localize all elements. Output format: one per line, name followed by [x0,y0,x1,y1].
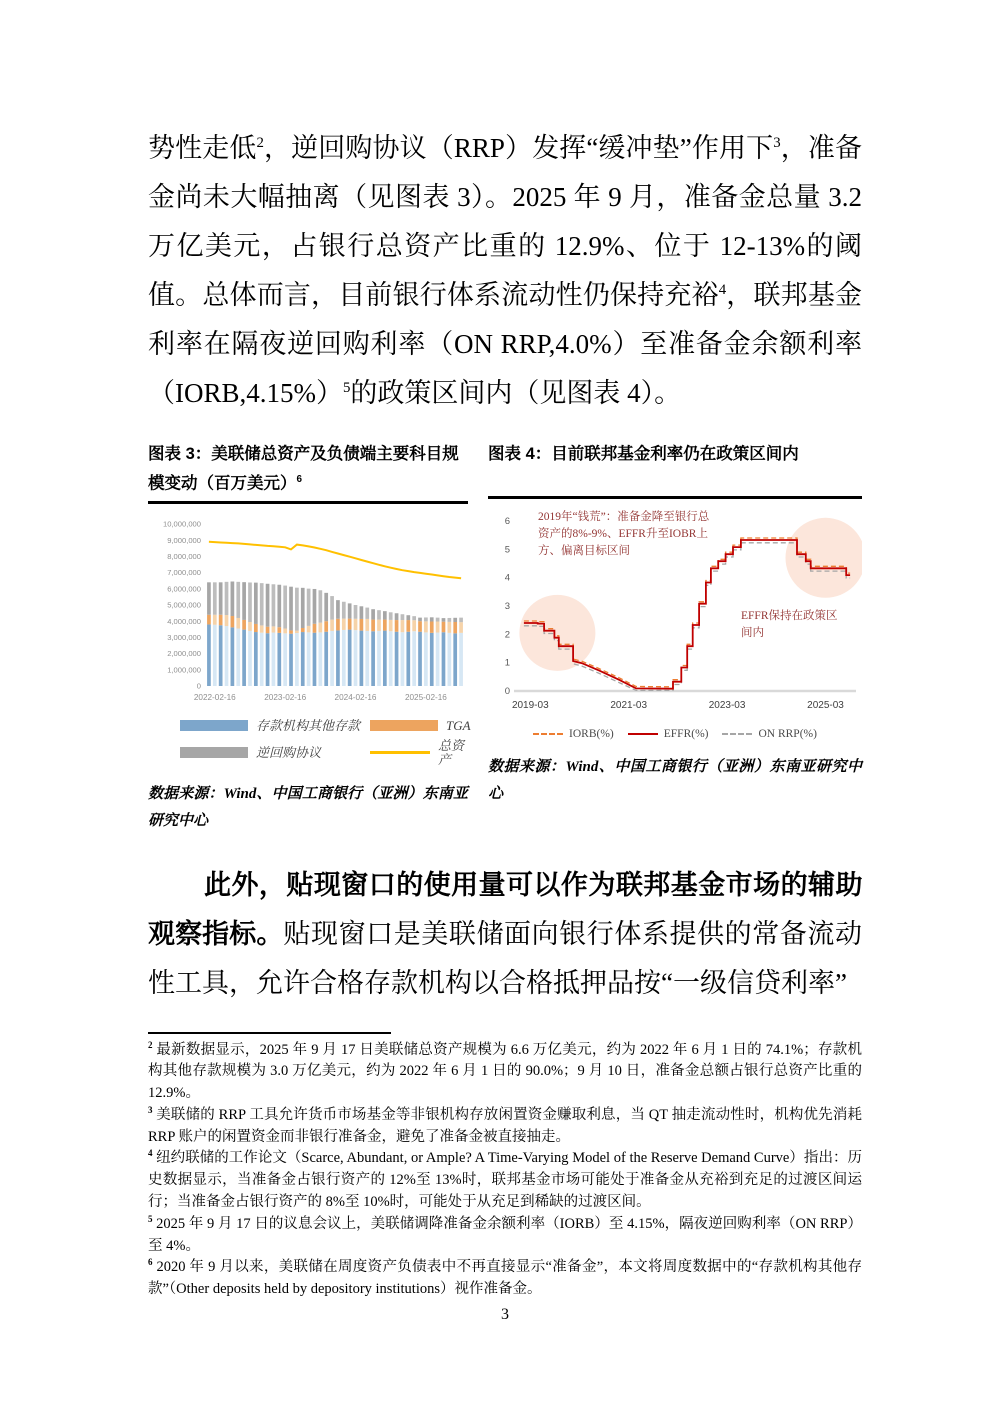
figures-row [148,442,862,835]
footnote-ref-3: 3 [773,135,781,151]
svg-text:1: 1 [504,657,510,669]
legend-item-iorb [533,728,614,740]
svg-text:10,000,000: 10,000,000 [162,519,201,529]
legend-item-onrrp [722,728,816,740]
page-number: 3 [501,1306,509,1324]
svg-text:2,000,000: 2,000,000 [167,648,201,658]
legend-item-rrp [180,739,370,767]
footnote-4-text: 纽约联储的工作论文（Scarce, Abundant, or Ample? A Time-Varying Model of the Reserve Demand Curve）指出：历史数据显示，当准备金占银行资产的 12%至 13%时，联邦基金市场可能处于准备金从充裕到充足的过渡区间运行；当准备金占银行资产的 8%至 10%时，可能处于从充足到稀缺的过渡区间。 [148,1150,863,1211]
paragraph-1 [148,124,862,418]
svg-text:2023-02-16: 2023-02-16 [264,692,307,702]
footnote-ref-6: 6 [296,474,302,485]
svg-text:3,000,000: 3,000,000 [167,632,201,642]
figure-4 [488,442,862,835]
onrrp-line-marker [722,733,752,735]
figure-3-legend [148,717,471,767]
figure-4-legend [488,728,862,740]
paragraph-2-bold: 此外，贴现窗口的使用量可以作为联邦基金市场的辅助观察指标。 [148,869,862,949]
legend-label: EFFR(%) [663,728,709,740]
effr-line-marker [628,733,658,735]
svg-text:5,000,000: 5,000,000 [167,600,201,610]
figure-4-source: 数据来源：Wind、中国工商银行（亚洲）东南亚研究中心 [488,759,862,802]
paragraph-1-text: ，联邦基金利率在隔夜逆回购利率（ON RRP,4.0%）至准备金余额利率（IORB,4.15%） [148,280,863,408]
paragraph-1-text: 势性走低 [148,133,257,163]
figure-3 [148,442,471,835]
svg-text:2022-02-16: 2022-02-16 [193,692,236,702]
footnote-separator [148,1032,391,1034]
figure-4-caption [488,442,862,499]
svg-text:2024-02-16: 2024-02-16 [334,692,377,702]
figure-4-annotation-2019: 2019年“钱荒”：准备金降至银行总资产的8%-9%、EFFR升至IOBR上方、偏离目标区间 [538,511,710,557]
svg-text:3: 3 [504,601,510,612]
rrp-swatch [180,747,248,758]
legend-item-deposits [180,719,370,733]
svg-text:2021-03: 2021-03 [610,700,648,711]
legend-item-tga [370,719,471,733]
figure-4-caption-text: 图表 4：目前联邦基金利率仍在政策区间内 [488,445,799,463]
svg-text:1,000,000: 1,000,000 [167,664,201,674]
svg-text:9,000,000: 9,000,000 [167,535,201,545]
footnote-3-text: 美联储的 RRP 工具允许货币市场基金等非银机构存放闲置资金赚取利息，当 QT 抽走流动性时，机构优先消耗 RRP 账户的闲置资金而非银行准备金，避免了准备金被直接抽走。 [148,1106,862,1145]
svg-text:8,000,000: 8,000,000 [167,551,201,561]
footnote-6-text: 2020 年 9 月以来，美联储在周度资产负债表中不再直接显示“准备金”，本文将周度数据中的“存款机构其他存款”（Other deposits held by depository institutions）视作准备金。 [148,1259,862,1298]
footnote-5-text: 2025 年 9 月 17 日的议息会议上，美联储调降准备金余额利率（IORB）至 4.15%，隔夜逆回购利率（ON RRP）至 4%。 [148,1215,862,1254]
svg-text:4,000,000: 4,000,000 [167,616,201,626]
legend-item-effr [628,728,709,740]
total-assets-line-swatch [370,751,430,754]
legend-label: 存款机构其他存款 [256,717,361,733]
footnote-4 [148,1148,862,1213]
svg-text:2025-03: 2025-03 [807,700,844,711]
footnote-ref-4: 4 [718,282,727,298]
footnote-3 [148,1105,862,1149]
footnote-2-marker: 2 [148,1039,153,1050]
footnote-5-marker: 5 [148,1214,153,1225]
figure-3-chart [148,514,468,717]
svg-text:2: 2 [504,629,510,641]
svg-text:4: 4 [504,572,510,584]
svg-text:2023-03: 2023-03 [708,700,746,711]
figure-4-annotation-effr: EFFR保持在政策区间内 [741,610,838,639]
legend-label: 总资产 [438,737,465,767]
svg-text:2025-02-16: 2025-02-16 [404,692,447,702]
legend-label: 逆回购协议 [256,744,322,760]
footnote-ref-5: 5 [343,380,351,396]
svg-text:2019-03: 2019-03 [511,700,549,711]
svg-text:0: 0 [196,681,201,691]
paragraph-2 [148,861,862,1008]
legend-item-total-assets [370,739,471,767]
footnote-6 [148,1257,862,1301]
footnote-6-marker: 6 [148,1257,153,1268]
legend-label: TGA [446,717,471,733]
figure-3-caption-text: 图表 3：美联储总资产及负债端主要科目规模变动（百万美元） [148,445,459,493]
svg-text:6,000,000: 6,000,000 [167,583,201,593]
svg-text:7,000,000: 7,000,000 [167,567,201,577]
paragraph-2-text: 贴现窗口是美联储面向银行体系提供的常备流动性工具，允许合格存款机构以合格抵押品按“一级信贷利率” [148,918,863,998]
svg-text:6: 6 [504,516,510,527]
svg-text:5: 5 [504,544,510,556]
paragraph-1-text: ，逆回购协议（RRP）发挥“缓冲垫”作用下 [263,133,774,163]
footnote-2 [148,1040,862,1105]
footnote-ref-2: 2 [256,135,264,151]
footnote-4-marker: 4 [148,1148,153,1159]
figure-3-caption [148,442,468,504]
deposits-swatch [180,720,248,731]
footnote-2-text: 最新数据显示，2025 年 9 月 17 日美联储总资产规模为 6.6 万亿美元，约为 2022 年 6 月 1 日的 74.1%；存款机构其他存款规模为 3.0 万亿美元，约为 2022 年 6 月 1 日的 90.0%；9 月 10 日，准备金总额占银行总资产比重的 12.9%。 [148,1041,863,1102]
paragraph-1-text: 的政策区间内（见图表 4）。 [350,378,682,408]
figure-4-chart [488,509,862,722]
footnotes [148,1040,862,1302]
legend-label: ON RRP(%) [758,728,817,740]
svg-text:0: 0 [504,686,510,697]
tga-swatch [370,720,438,731]
legend-label: IORB(%) [569,728,614,740]
iorb-line-marker [533,733,563,735]
footnote-3-marker: 3 [148,1105,153,1116]
paragraph-1-text: ，准备金尚未大幅抽离（见图表 3）。2025 年 9 月，准备金总量 3.2 万亿美元，占银行总资产比重的 12.9%、位于 12-13%的阈值。总体而言，目前银行体系流动性仍保持充裕 [148,133,862,310]
figure-3-source: 数据来源：Wind、中国工商银行（亚洲）东南亚研究中心 [148,785,468,829]
footnote-5 [148,1214,862,1258]
